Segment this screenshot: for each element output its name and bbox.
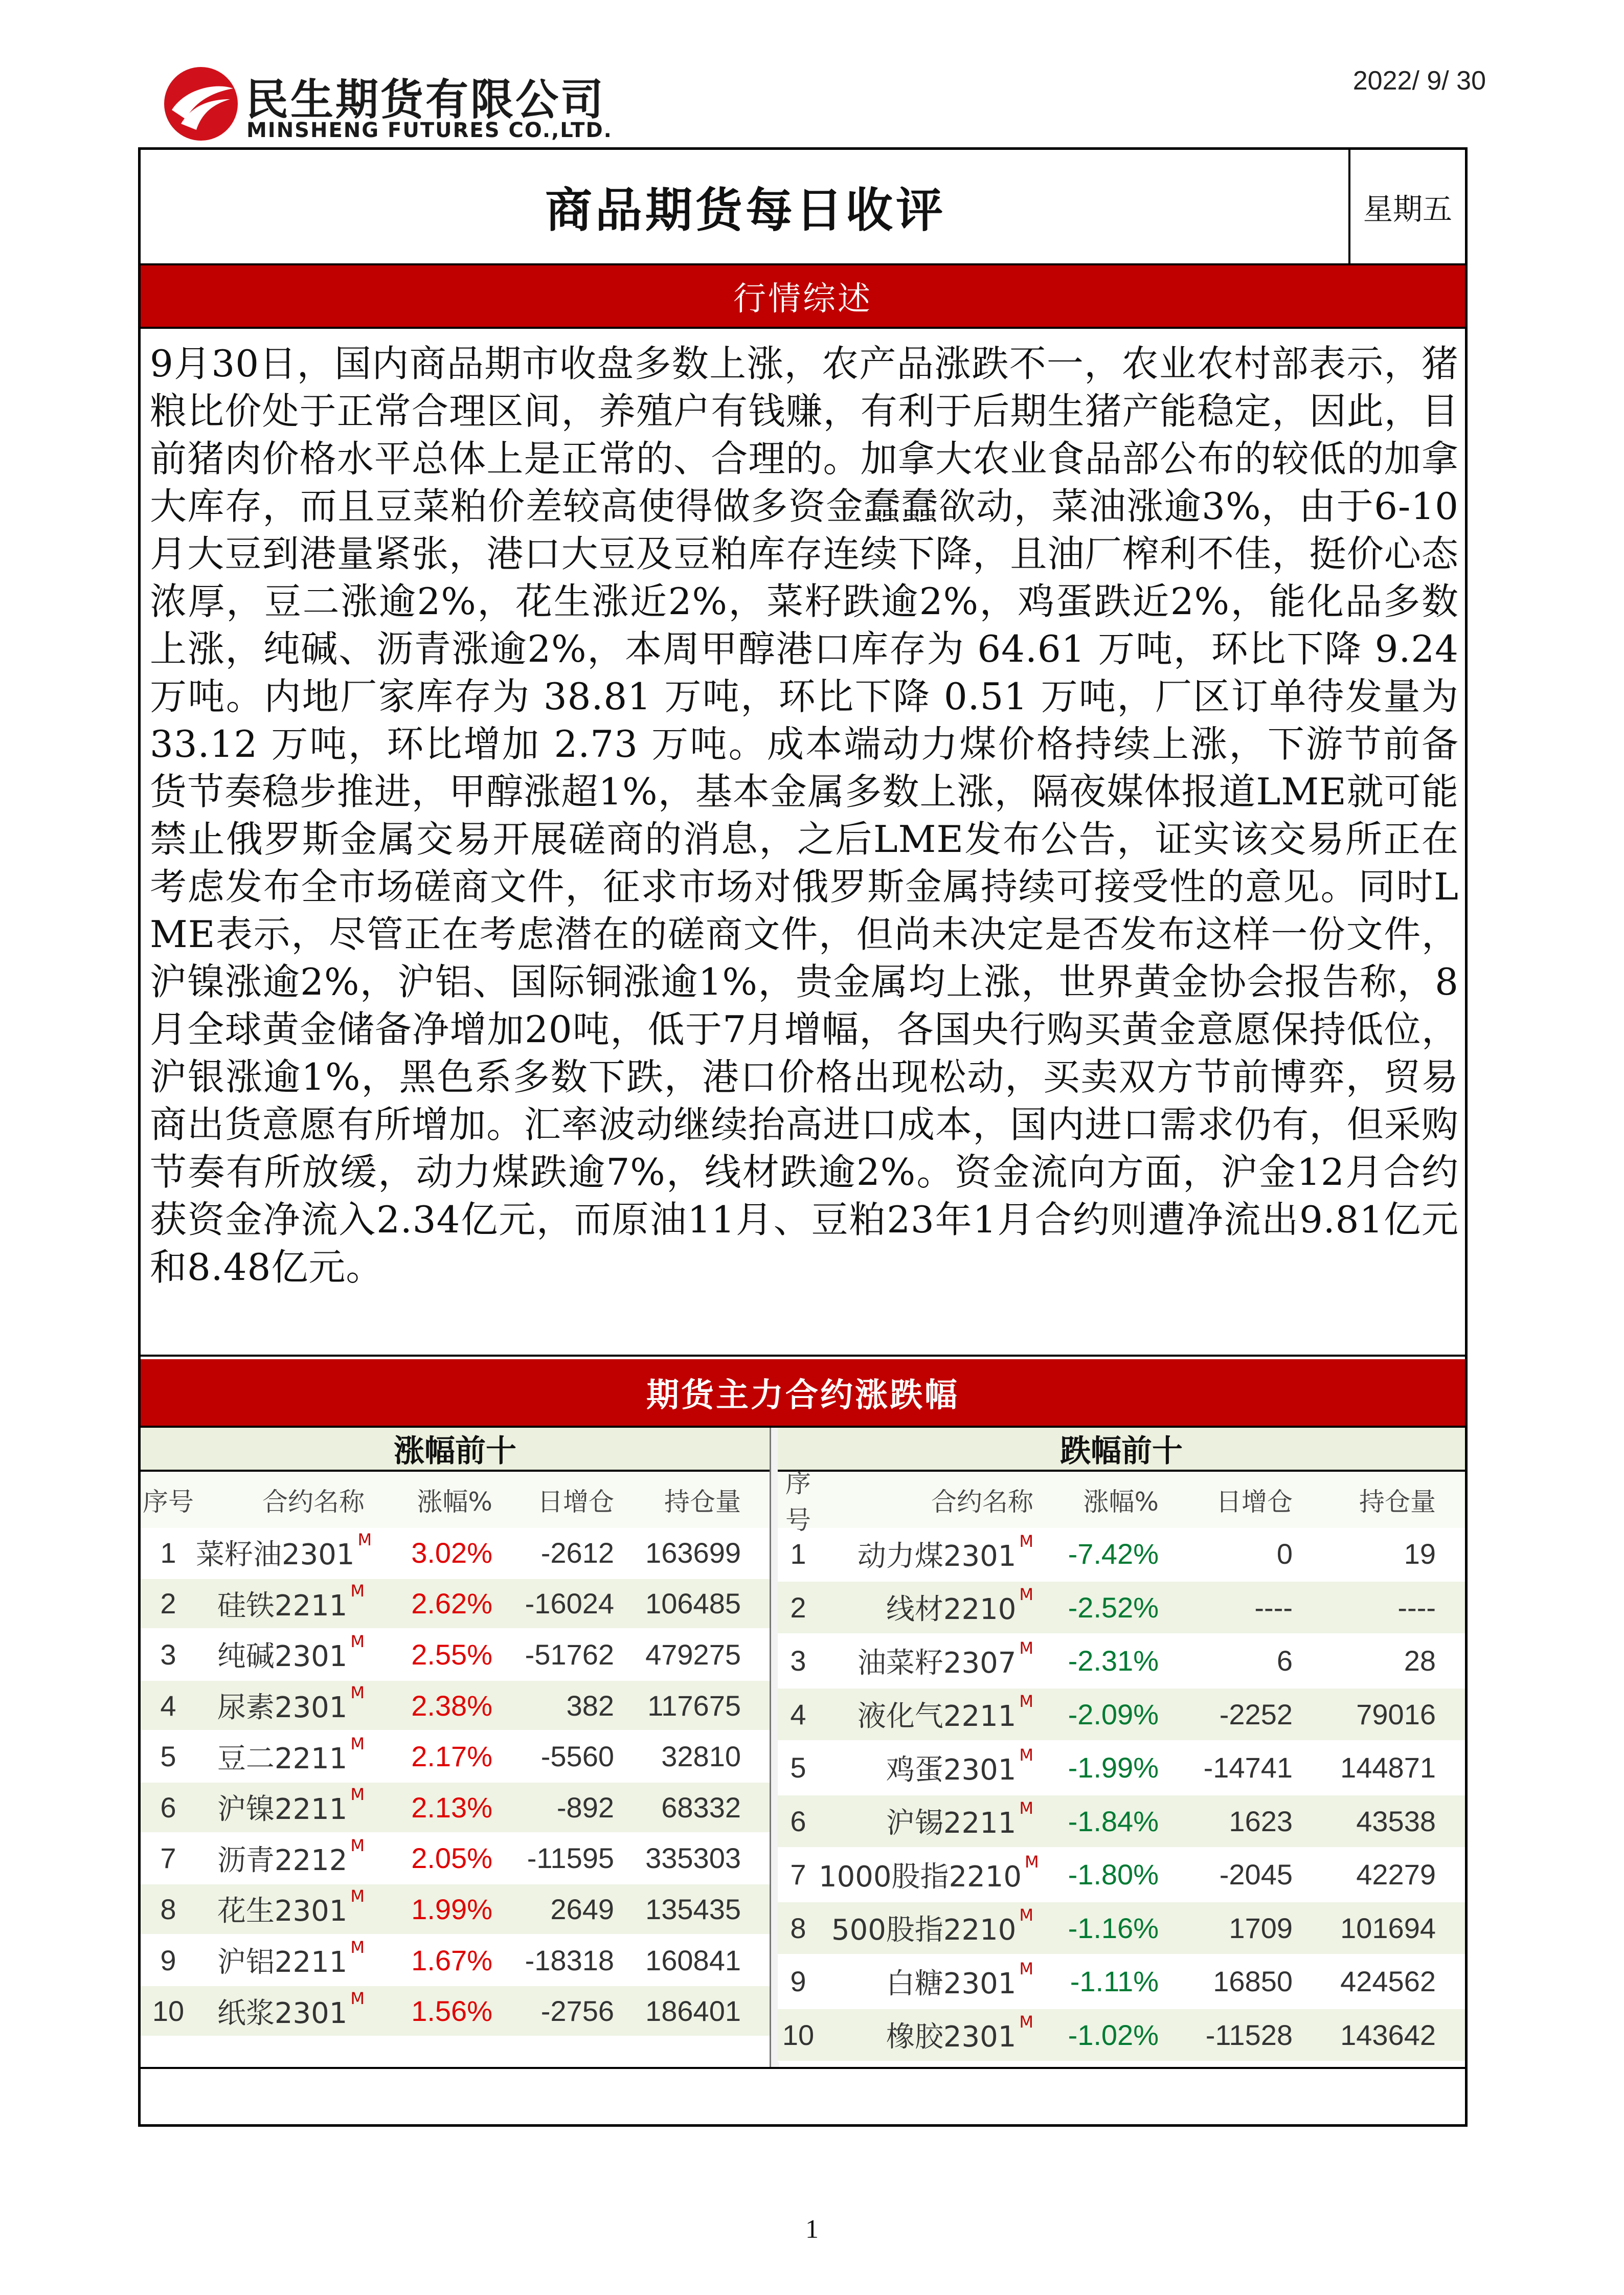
rank-cell: 8: [790, 1911, 806, 1944]
main-contract-marker: M: [1019, 1905, 1033, 1925]
rank-cell: 4: [160, 1689, 176, 1722]
rank-cell: 2: [160, 1587, 176, 1620]
contract-cell: [819, 1531, 1033, 1574]
pct-cell: 2.05%: [411, 1842, 492, 1875]
logo-mark-icon: [163, 65, 239, 142]
contract-name: 纸浆2301: [217, 1996, 348, 2030]
main-contract-marker: M: [350, 1683, 365, 1703]
pct-cell: 2.62%: [411, 1587, 492, 1620]
report-title: 商品期货每日收评: [545, 183, 946, 238]
pct-cell: -2.09%: [1068, 1698, 1159, 1730]
contract-name: 500股指2210: [831, 1914, 1017, 1947]
contract-name: 花生2301: [217, 1895, 348, 1928]
header-pct: 涨幅%: [417, 1487, 492, 1517]
contract-name: 线材2210: [886, 1593, 1017, 1627]
rank-cell: 8: [160, 1893, 176, 1925]
open-interest-cell: 163699: [645, 1536, 741, 1569]
main-contract-marker: M: [1019, 2012, 1033, 2032]
losers-rows: [778, 1528, 1465, 2062]
header-open-interest: 持仓量: [664, 1487, 741, 1517]
header-contract: 合约名称: [931, 1487, 1033, 1517]
pct-cell: 2.13%: [411, 1791, 492, 1824]
daily-change-cell: -2045: [1219, 1858, 1293, 1891]
daily-change-cell: 0: [1276, 1538, 1293, 1570]
report-date: 2022/ 9/ 30: [1352, 66, 1486, 96]
contract-cell: [819, 1747, 1033, 1788]
rank-cell: 6: [160, 1791, 176, 1824]
main-contract-marker: M: [1019, 1638, 1033, 1658]
contract-name: 白糖2301: [886, 1967, 1017, 2000]
table-row: [141, 1783, 770, 1834]
daily-change-cell: -2756: [540, 1995, 614, 2028]
table-row: [778, 1582, 1465, 1635]
daily-change-cell: -11528: [1205, 2018, 1293, 2051]
open-interest-cell: 79016: [1356, 1698, 1436, 1730]
header-open-interest: 持仓量: [1359, 1487, 1436, 1517]
daily-change-cell: -18318: [525, 1944, 614, 1976]
main-contract-marker: M: [350, 1886, 365, 1906]
main-contract-marker: M: [350, 1938, 365, 1958]
contract-cell: [196, 1736, 365, 1777]
daily-change-cell: ----: [1254, 1591, 1293, 1624]
table-row: [141, 1731, 770, 1783]
header-daily-change: 日增仓: [537, 1487, 614, 1517]
rank-cell: 7: [790, 1858, 806, 1891]
table-row: [778, 2009, 1465, 2063]
table-row: [141, 1681, 770, 1732]
rank-cell: 6: [790, 1805, 806, 1837]
pct-cell: -1.11%: [1070, 1965, 1159, 1998]
contract-cell: [819, 1798, 1033, 1841]
main-contract-marker: M: [350, 1835, 365, 1855]
contract-cell: [819, 1694, 1033, 1735]
open-interest-cell: 479275: [645, 1638, 741, 1671]
pct-cell: 2.17%: [411, 1740, 492, 1773]
open-interest-cell: 424562: [1340, 1965, 1436, 1998]
pct-cell: -2.52%: [1068, 1591, 1159, 1624]
contract-name: 油菜籽2307: [857, 1646, 1017, 1680]
contract-name: 尿素2301: [217, 1691, 348, 1725]
rank-cell: 5: [160, 1740, 176, 1773]
daily-change-cell: -16024: [525, 1587, 614, 1620]
pct-cell: 2.38%: [411, 1689, 492, 1722]
contract-name: 鸡蛋2301: [886, 1753, 1017, 1787]
pct-cell: 3.02%: [411, 1536, 492, 1569]
gainers-title: 涨幅前十: [141, 1428, 770, 1472]
table-row: [141, 1884, 770, 1936]
divider: [141, 1355, 1465, 1357]
main-contract-marker: M: [1019, 1798, 1033, 1818]
open-interest-cell: 335303: [645, 1842, 741, 1875]
rank-cell: 4: [790, 1698, 806, 1730]
table-row: [778, 1849, 1465, 1902]
open-interest-cell: 43538: [1356, 1805, 1436, 1837]
contract-name: 纯碱2301: [217, 1640, 348, 1674]
contract-name: 动力煤2301: [857, 1539, 1017, 1573]
header-contract: 合约名称: [262, 1487, 365, 1517]
contract-cell: [196, 1530, 372, 1573]
losers-header-row: [778, 1469, 1465, 1535]
daily-change-cell: 1623: [1229, 1805, 1293, 1837]
rank-cell: 10: [782, 2018, 815, 2051]
pct-cell: 1.99%: [411, 1893, 492, 1925]
contract-name: 菜籽油2301: [196, 1538, 355, 1572]
open-interest-cell: 42279: [1356, 1858, 1436, 1891]
main-contract-marker: M: [350, 1734, 365, 1753]
gainers-rows: [141, 1528, 770, 2037]
contract-cell: [196, 1787, 365, 1828]
rank-cell: 1: [160, 1536, 176, 1569]
table-row: [778, 1955, 1465, 2009]
open-interest-cell: 186401: [645, 1995, 741, 2028]
main-contract-marker: M: [1019, 1692, 1033, 1712]
main-contract-marker: M: [1019, 1585, 1033, 1605]
divider: [141, 2067, 1465, 2069]
contract-cell: [819, 1907, 1033, 1948]
company-name-cn: 民生期货有限公司: [245, 75, 606, 125]
rank-cell: 7: [160, 1842, 176, 1875]
contract-cell: [196, 1988, 365, 2032]
losers-title: 跌幅前十: [778, 1428, 1465, 1472]
contract-cell: [196, 1888, 365, 1929]
table-row: [778, 1742, 1465, 1795]
pct-cell: -1.80%: [1068, 1858, 1159, 1891]
main-contract-marker: M: [357, 1530, 372, 1550]
main-contract-marker: M: [350, 1632, 365, 1652]
daily-change-cell: 2649: [550, 1893, 614, 1925]
contract-cell: [196, 1634, 365, 1675]
table-row: [778, 1902, 1465, 1956]
contract-cell: [196, 1685, 365, 1726]
contract-name: 沪锡2211: [886, 1807, 1017, 1840]
daily-change-cell: -14741: [1203, 1751, 1293, 1784]
header-pct: 涨幅%: [1083, 1487, 1159, 1517]
contract-name: 沪铝2211: [217, 1946, 348, 1979]
gainers-header-row: [141, 1472, 770, 1528]
header-rank: 序号: [143, 1487, 194, 1517]
rank-cell: 3: [160, 1638, 176, 1671]
contract-name: 豆二2211: [217, 1742, 348, 1775]
open-interest-cell: 19: [1404, 1538, 1436, 1570]
pct-cell: 1.67%: [411, 1944, 492, 1976]
main-contract-marker: M: [1019, 1745, 1033, 1765]
pct-cell: -1.84%: [1068, 1805, 1159, 1837]
report-frame: [138, 147, 1468, 2127]
open-interest-cell: 106485: [645, 1587, 741, 1620]
table-row: [778, 1635, 1465, 1689]
open-interest-cell: 101694: [1340, 1911, 1436, 1944]
pct-cell: -7.42%: [1068, 1538, 1159, 1570]
pct-cell: 2.55%: [411, 1638, 492, 1671]
daily-change-cell: -51762: [525, 1638, 614, 1671]
main-contract-marker: M: [350, 1581, 365, 1601]
title-row: [141, 150, 1465, 265]
pct-cell: -2.31%: [1068, 1645, 1159, 1677]
pct-cell: -1.16%: [1068, 1911, 1159, 1944]
section-header-market-summary: 行情综述: [141, 265, 1465, 329]
open-interest-cell: 160841: [645, 1944, 741, 1976]
contract-cell: [819, 2014, 1033, 2055]
rank-cell: 5: [790, 1751, 806, 1784]
main-contract-marker: M: [350, 1988, 365, 2008]
open-interest-cell: 28: [1404, 1645, 1436, 1677]
losers-table: [778, 1428, 1465, 2062]
contract-cell: [196, 1940, 365, 1981]
rank-cell: 2: [790, 1591, 806, 1624]
contract-cell: [196, 1835, 365, 1879]
contract-cell: [819, 1852, 1039, 1895]
contract-cell: [196, 1583, 365, 1624]
contract-name: 1000股指2210: [819, 1860, 1022, 1894]
daily-change-cell: -5560: [540, 1740, 614, 1773]
open-interest-cell: 68332: [661, 1791, 741, 1824]
table-row: [141, 1579, 770, 1630]
open-interest-cell: ----: [1397, 1591, 1436, 1624]
header-daily-change: 日增仓: [1216, 1487, 1293, 1517]
page-number: 1: [805, 2215, 819, 2244]
gainers-table: [141, 1428, 770, 2037]
table-row: [141, 1528, 770, 1579]
contract-name: 沥青2212: [217, 1843, 348, 1877]
header-rank: 序号: [785, 1469, 811, 1535]
pct-cell: -1.02%: [1068, 2018, 1159, 2051]
weekday-label: 星期五: [1348, 150, 1465, 263]
contract-cell: [819, 1640, 1033, 1681]
contract-name: 硅铁2211: [217, 1589, 348, 1623]
main-contract-marker: M: [1019, 1531, 1033, 1551]
table-row: [141, 1936, 770, 1987]
contract-name: 沪镍2211: [217, 1793, 348, 1827]
main-contract-marker: M: [1025, 1852, 1039, 1872]
contract-name: 液化气2211: [857, 1700, 1017, 1734]
rank-cell: 1: [790, 1538, 806, 1570]
open-interest-cell: 117675: [647, 1689, 741, 1722]
daily-change-cell: -11595: [527, 1842, 614, 1875]
daily-change-cell: -2612: [540, 1536, 614, 1569]
section-header-futures-moves: 期货主力合约涨跌幅: [141, 1359, 1465, 1428]
open-interest-cell: 143642: [1340, 2018, 1436, 2051]
company-name-en: MINSHENG FUTURES CO.,LTD.: [246, 119, 613, 142]
table-row: [141, 1630, 770, 1681]
table-row: [778, 1795, 1465, 1849]
rank-cell: 9: [160, 1944, 176, 1976]
pct-cell: -1.99%: [1068, 1751, 1159, 1784]
contract-name: 橡胶2301: [886, 2020, 1017, 2054]
main-contract-marker: M: [1019, 1959, 1033, 1978]
open-interest-cell: 144871: [1340, 1751, 1436, 1784]
rank-cell: 9: [790, 1965, 806, 1998]
open-interest-cell: 32810: [661, 1740, 741, 1773]
table-row: [141, 1834, 770, 1885]
table-row: [778, 1689, 1465, 1742]
daily-change-cell: 6: [1276, 1645, 1293, 1677]
daily-change-cell: -2252: [1219, 1698, 1293, 1730]
daily-change-cell: 382: [566, 1689, 614, 1722]
contract-cell: [819, 1961, 1033, 2002]
market-summary-text: 9月30日，国内商品期市收盘多数上涨，农产品涨跌不一，农业农村部表示，猪粮比价处于正常合理区间，养殖户有钱赚，有利于后期生猪产能稳定，因此，目前猪肉价格水平总体上是正常的、合理的。加拿大农业食品部公布的较低的加拿大库存，而且豆菜粕价差较高使得做多资金蠢蠢欲动，菜油涨逾3%，由于6-10月大豆到港量紧张，港口大豆及豆粕库存连续下降，且油厂榨利不佳，挺价心态浓厚，豆二涨逾2%，花生涨近2%，菜籽跌逾2%，鸡蛋跌近2%，能化品多数上涨，纯碱、沥青涨逾2%，本周甲醇港口库存为 64.61 万吨，环比下降 9.24 万吨。内地厂家库存为 38.81 万吨，环比下降 0.51 万吨，厂区订单待发量为 33.12 万吨，环比增加 2.73 万吨。成本端动力煤价格持续上涨，下游节前备货节奏稳步推进，甲醇涨超1%，基本金属多数上涨，隔夜媒体报道LME就可能禁止俄罗斯金属交易开展磋商的消息，之后LME发布公告，证实该交易所正在考虑发布全市场磋商文件，征求市场对俄罗斯金属持续可接受性的意见。同时LME表示，尽管正在考虑潜在的磋商文件，但尚未决定是否发布这样一份文件，沪镍涨逾2%，沪铝、国际铜涨逾1%，贵金属均上涨，世界黄金协会报告称，8月全球黄金储备净增加20吨，低于7月增幅，各国央行购买黄金意愿保持低位，沪银涨逾1%，黑色系多数下跌，港口价格出现松动，买卖双方节前博弈，贸易商出货意愿有所增加。汇率波动继续抬高进口成本，国内进口需求仍有，但采购节奏有所放缓，动力煤跌逾7%，线材跌逾2%。资金流向方面，沪金12月合约获资金净流入2.34亿元，而原油11月、豆粕23年1月合约则遭净流出9.81亿元和8.48亿元。: [150, 342, 1459, 1289]
company-logo: [163, 61, 653, 151]
contract-cell: [819, 1587, 1033, 1628]
main-contract-marker: M: [350, 1785, 365, 1805]
daily-change-cell: 16850: [1213, 1965, 1293, 1998]
rank-cell: 3: [790, 1645, 806, 1677]
table-row: [141, 1986, 770, 2037]
daily-change-cell: -892: [556, 1791, 614, 1824]
daily-change-cell: 1709: [1229, 1911, 1293, 1944]
table-row: [778, 1528, 1465, 1582]
pct-cell: 1.56%: [411, 1995, 492, 2028]
rank-cell: 10: [152, 1995, 185, 2028]
open-interest-cell: 135435: [645, 1893, 741, 1925]
